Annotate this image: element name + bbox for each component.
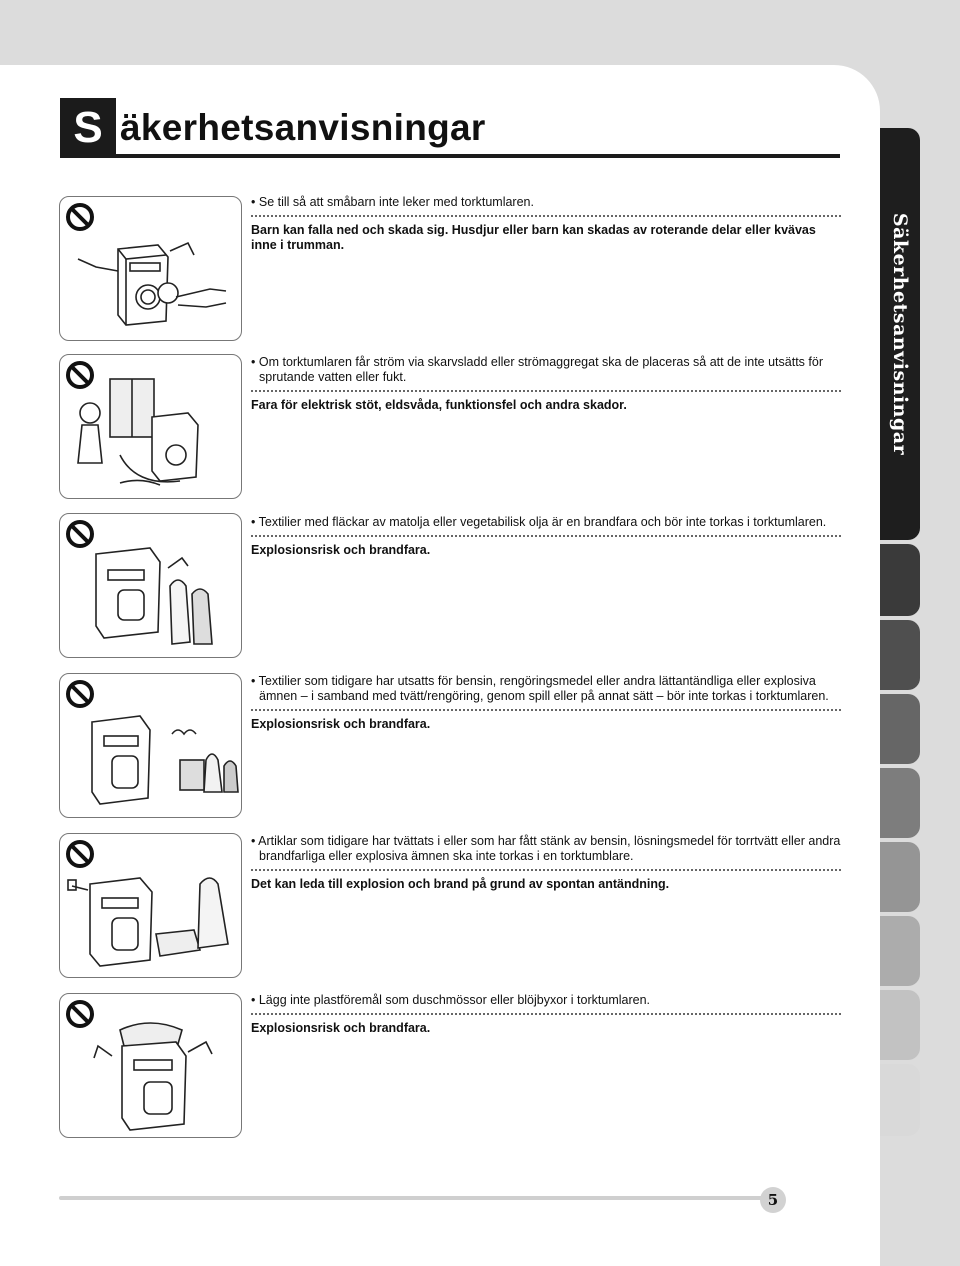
section-1: [251, 195, 841, 253]
section-3: [251, 515, 841, 558]
illustration-flammable-substances: [59, 673, 242, 818]
dotted-divider: [251, 709, 841, 711]
prohibition-icon: [68, 522, 92, 546]
section-4: [251, 674, 841, 732]
section-2-warning: Fara för elektrisk stöt, eldsvåda, funktionsfel och andra skador.: [251, 398, 627, 412]
illustration-child-climbing: [59, 196, 242, 341]
illustration-oil-stains: [59, 513, 242, 658]
title-underline: [116, 154, 840, 158]
chapter-tab-4[interactable]: [880, 694, 920, 764]
title-initial: S: [60, 98, 116, 158]
chapter-tab-3[interactable]: [880, 620, 920, 690]
chapter-tab-6[interactable]: [880, 842, 920, 912]
section-5-warning: Det kan leda till explosion och brand på grund av spontan antändning.: [251, 877, 670, 891]
page-number: 5: [760, 1187, 786, 1213]
chapter-tabs: [880, 128, 920, 1138]
chapter-tab-2[interactable]: [880, 544, 920, 616]
chapter-tab-5[interactable]: [880, 768, 920, 838]
dotted-divider: [251, 215, 841, 217]
section-3-warning: Explosionsrisk och brandfara.: [251, 543, 431, 557]
prohibition-icon: [68, 682, 92, 706]
prohibition-icon: [68, 363, 92, 387]
section-4-warning: Explosionsrisk och brandfara.: [251, 717, 431, 731]
illustration-extension-cord: [59, 354, 242, 499]
footer-bar: [59, 1196, 769, 1200]
chapter-tab-8[interactable]: [880, 990, 920, 1060]
section-1-bullet: • Se till så att småbarn inte leker med torktumlaren.: [251, 195, 841, 210]
illustration-plastic-items: [59, 993, 242, 1138]
section-6-bullet: • Lägg inte plastföremål som duschmössor eller blöjbyxor i torktumlaren.: [251, 993, 841, 1008]
dotted-divider: [251, 390, 841, 392]
section-1-warning: Barn kan falla ned och skada sig. Husdjur eller barn kan skadas av roterande delar eller kvävas inne i trumman.: [251, 223, 816, 252]
section-5-bullet: • Artiklar som tidigare har tvättats i eller som har fått stänk av bensin, lösningsmedel för torrtvätt eller andra brandfarliga eller explosiva ämnen ska inte torkas i en torktumblare.: [251, 834, 841, 864]
illustration-solvent-clothes: [59, 833, 242, 978]
section-5: [251, 834, 841, 892]
section-2-bullet: • Om torktumlaren får ström via skarvsladd eller strömaggregat ska de placeras så att de inte utsätts för sprutande vatten eller fukt.: [251, 355, 841, 385]
section-3-bullet: • Textilier med fläckar av matolja eller vegetabilisk olja är en brandfara och bör inte torkas i torktumlaren.: [251, 515, 841, 530]
page-title: äkerhetsanvisningar: [120, 107, 486, 148]
page-header: [60, 98, 840, 158]
tab-sakerhetsanvisningar[interactable]: [880, 128, 920, 540]
tab-label: Säkerhetsanvisningar: [889, 212, 911, 456]
dotted-divider: [251, 1013, 841, 1015]
prohibition-icon: [68, 205, 92, 229]
section-6-warning: Explosionsrisk och brandfara.: [251, 1021, 431, 1035]
chapter-tab-7[interactable]: [880, 916, 920, 986]
section-2: [251, 355, 841, 413]
prohibition-icon: [68, 842, 92, 866]
prohibition-icon: [68, 1002, 92, 1026]
dotted-divider: [251, 869, 841, 871]
section-6: [251, 993, 841, 1036]
chapter-tab-9[interactable]: [880, 1064, 920, 1136]
section-4-bullet: • Textilier som tidigare har utsatts för bensin, rengöringsmedel eller andra lättantändliga eller explosiva ämnen – i samband med tvätt/rengöring, genom spill eller på annat sätt – bör inte torkas i torktumlaren.: [251, 674, 841, 704]
dotted-divider: [251, 535, 841, 537]
